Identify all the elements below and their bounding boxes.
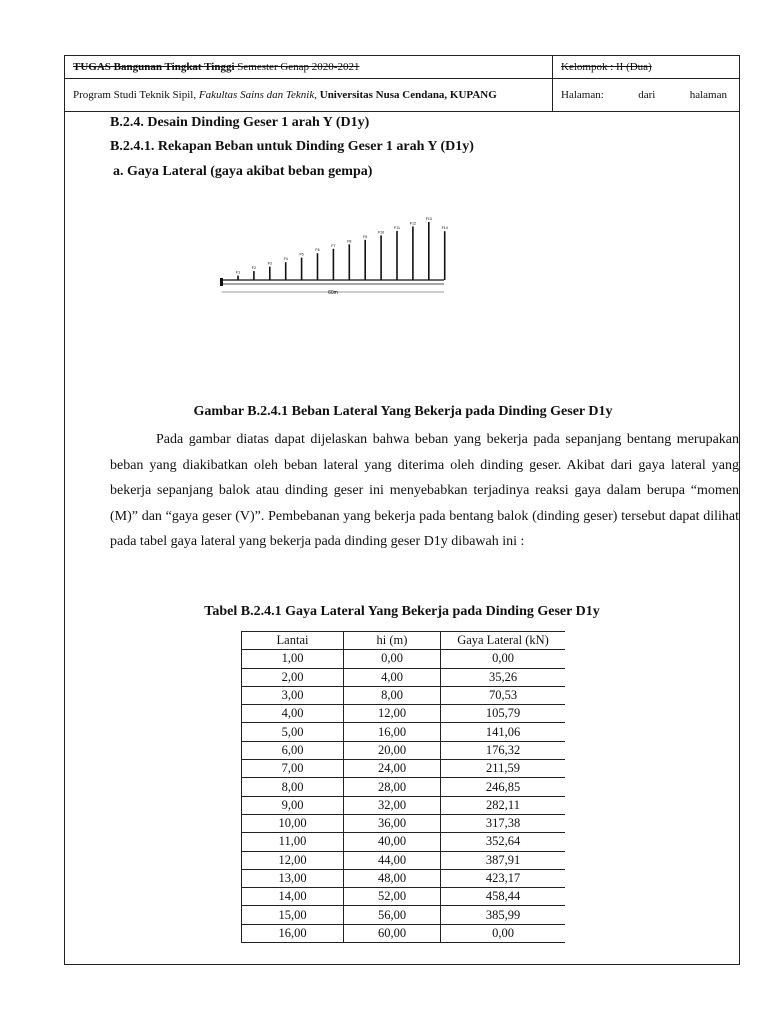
cell-floor: 10,00 — [242, 814, 344, 832]
table-row — [242, 741, 566, 759]
cell-height: 24,00 — [344, 760, 441, 778]
cell-height: 20,00 — [344, 741, 441, 759]
col-header-height: hi (m) — [344, 632, 441, 650]
cell-height: 8,00 — [344, 686, 441, 704]
table-row — [242, 814, 566, 832]
course-title-cell — [65, 56, 553, 79]
page-number-cell — [553, 79, 740, 112]
figure-caption: Gambar B.2.4.1 Beban Lateral Yang Bekerja pada Dinding Geser D1y — [193, 404, 613, 419]
beam-length-label: 60m — [328, 290, 338, 296]
cell-floor: 13,00 — [242, 869, 344, 887]
table-caption: Tabel B.2.4.1 Gaya Lateral Yang Bekerja pada Dinding Geser D1y — [204, 604, 600, 619]
cell-height: 36,00 — [344, 814, 441, 832]
cell-floor: 8,00 — [242, 778, 344, 796]
cell-height: 44,00 — [344, 851, 441, 869]
table-row — [242, 869, 566, 887]
table-row — [242, 906, 566, 924]
table-row — [242, 723, 566, 741]
table-header-row — [242, 632, 566, 650]
cell-force: 282,11 — [441, 796, 566, 814]
table-row — [242, 650, 566, 668]
load-label: F9 — [363, 234, 368, 239]
lateral-load-diagram — [212, 214, 452, 298]
lateral-force-table — [241, 631, 565, 943]
document-header — [64, 55, 740, 112]
cell-floor: 14,00 — [242, 888, 344, 906]
cell-force: 141,06 — [441, 723, 566, 741]
cell-floor: 6,00 — [242, 741, 344, 759]
load-label: F3 — [267, 261, 272, 266]
cell-height: 0,00 — [344, 650, 441, 668]
cell-force: 0,00 — [441, 924, 566, 942]
col-header-force: Gaya Lateral (kN) — [441, 632, 566, 650]
cell-height: 48,00 — [344, 869, 441, 887]
cell-force: 176,32 — [441, 741, 566, 759]
cell-height: 12,00 — [344, 705, 441, 723]
table-row — [242, 778, 566, 796]
table-row — [242, 888, 566, 906]
cell-floor: 3,00 — [242, 686, 344, 704]
cell-height: 40,00 — [344, 833, 441, 851]
cell-force: 385,99 — [441, 906, 566, 924]
group-cell — [553, 56, 740, 79]
subsection-item-heading: a. Gaya Lateral (gaya akibat beban gempa) — [113, 164, 373, 179]
cell-force: 70,53 — [441, 686, 566, 704]
cell-floor: 1,00 — [242, 650, 344, 668]
load-label: F2 — [251, 266, 257, 271]
cell-height: 56,00 — [344, 906, 441, 924]
group-label: Kelompok : II (Dua) — [561, 61, 652, 73]
cell-force: 0,00 — [441, 650, 566, 668]
table-row — [242, 705, 566, 723]
cell-floor: 12,00 — [242, 851, 344, 869]
cell-height: 52,00 — [344, 888, 441, 906]
load-label: F6 — [315, 248, 320, 253]
cell-force: 423,17 — [441, 869, 566, 887]
table-row — [242, 833, 566, 851]
cell-force: 317,38 — [441, 814, 566, 832]
load-label: F10 — [377, 230, 385, 235]
cell-height: 16,00 — [344, 723, 441, 741]
page-total-label: halaman — [689, 89, 727, 101]
cell-force: 246,85 — [441, 778, 566, 796]
table-row — [242, 760, 566, 778]
fixed-support — [220, 278, 223, 286]
load-label: F12 — [409, 221, 417, 226]
load-label: F13 — [425, 217, 432, 221]
course-title: TUGAS Bangunan Tingkat Tinggi — [73, 61, 235, 73]
university-name: Universitas Nusa Cendana, KUPANG — [317, 89, 497, 101]
cell-floor: 11,00 — [242, 833, 344, 851]
cell-force: 35,26 — [441, 668, 566, 686]
semester-label: Semester Genap 2020-2021 — [234, 61, 360, 73]
load-label: F4 — [283, 257, 288, 262]
table-row — [242, 924, 566, 942]
cell-floor: 4,00 — [242, 705, 344, 723]
section-heading: B.2.4. Desain Dinding Geser 1 arah Y (D1y) — [110, 115, 370, 130]
page-of-label: dari — [638, 89, 656, 101]
cell-force: 352,64 — [441, 833, 566, 851]
table-row — [242, 851, 566, 869]
cell-force: 105,79 — [441, 705, 566, 723]
cell-floor: 7,00 — [242, 760, 344, 778]
cell-height: 32,00 — [344, 796, 441, 814]
load-label: F7 — [331, 243, 336, 248]
cell-floor: 5,00 — [242, 723, 344, 741]
load-label: F1 — [235, 270, 241, 275]
subsection-heading: B.2.4.1. Rekapan Beban untuk Dinding Geser 1 arah Y (D1y) — [110, 139, 474, 154]
study-program: Program Studi Teknik Sipil, — [73, 89, 199, 101]
cell-floor: 15,00 — [242, 906, 344, 924]
load-label: F8 — [347, 239, 352, 244]
cell-height: 28,00 — [344, 778, 441, 796]
cell-height: 4,00 — [344, 668, 441, 686]
body-paragraph: Pada gambar diatas dapat dijelaskan bahwa beban yang bekerja pada sepanjang bentang merupakan beban yang diakibatkan oleh beban lateral yang diterima oleh dinding geser. Akibat dari gaya lateral yang bekerja sepanjang balok atau dinding geser ini menyebabkan terjadinya reaksi gaya dalam berupa “momen (M)” dan “gaya geser (V)”. Pembebanan yang bekerja pada bentang balok (dinding geser) tersebut dapat dilihat pada tabel gaya lateral yang bekerja pada dinding geser D1y dibawah ini : — [110, 432, 739, 549]
cell-floor: 16,00 — [242, 924, 344, 942]
load-label: F5 — [299, 252, 304, 257]
col-header-floor: Lantai — [242, 632, 344, 650]
institution-cell — [65, 79, 553, 112]
cell-floor: 9,00 — [242, 796, 344, 814]
page-label: Halaman: — [561, 89, 604, 101]
cell-force: 211,59 — [441, 760, 566, 778]
table-row — [242, 796, 566, 814]
cell-force: 387,91 — [441, 851, 566, 869]
table-row — [242, 668, 566, 686]
cell-force: 458,44 — [441, 888, 566, 906]
load-label: F11 — [394, 225, 400, 230]
table-row — [242, 686, 566, 704]
cell-floor: 2,00 — [242, 668, 344, 686]
load-label: F14 — [441, 226, 448, 231]
cell-height: 60,00 — [344, 924, 441, 942]
faculty-name: Fakultas Sains dan Teknik, — [198, 89, 317, 101]
